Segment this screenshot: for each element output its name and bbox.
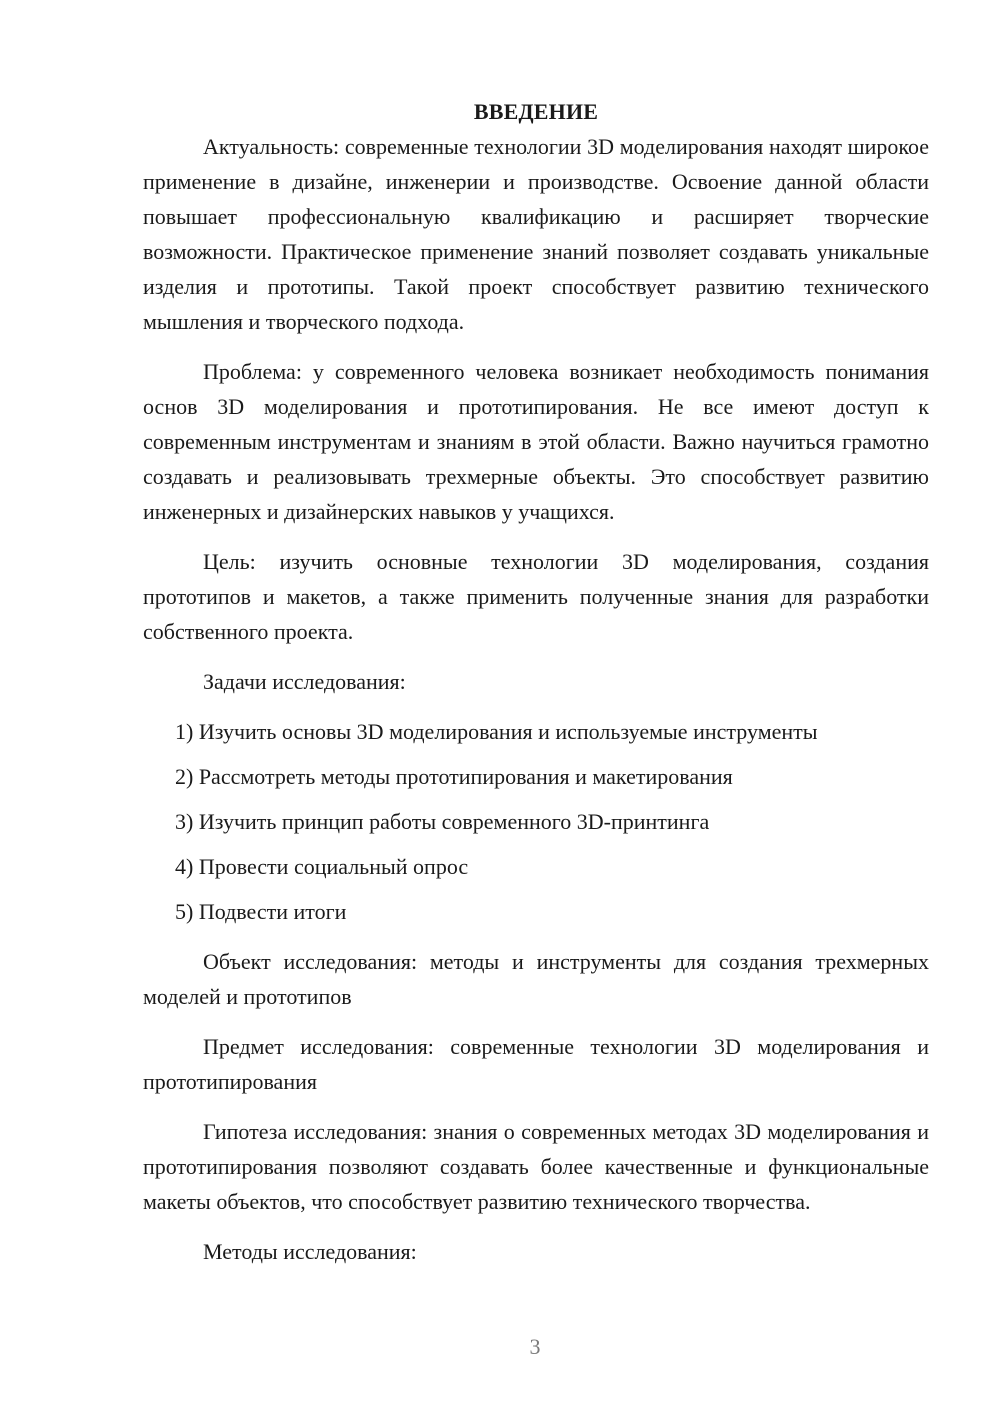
object-paragraph: Объект исследования: методы и инструменты для создания трехмерных моделей и прототипов xyxy=(143,949,929,1009)
page-content xyxy=(143,94,929,1269)
list-item: 5) Подвести итоги xyxy=(175,899,347,924)
list-item: 3) Изучить принцип работы современного 3D-принтинга xyxy=(175,809,710,834)
tasks-list xyxy=(143,714,929,929)
list-item: 1) Изучить основы 3D моделирования и используемые инструменты xyxy=(175,719,818,744)
hypothesis-paragraph: Гипотеза исследования: знания о современных методах 3D моделирования и прототипирования позволяют создавать более качественные и функциональные макеты объектов, что способствует развитию технического творчества. xyxy=(143,1119,929,1214)
problem-paragraph: Проблема: у современного человека возникает необходимость понимания основ 3D моделирования и прототипирования. Не все имеют доступ к современным инструментам и знаниям в этой области. Важно научиться грамотно создавать и реализовывать трехмерные объекты. Это способствует развитию инженерных и дизайнерских навыков у учащихся. xyxy=(143,359,929,524)
page-number: 3 xyxy=(529,1334,541,1359)
list-item: 2) Рассмотреть методы прототипирования и макетирования xyxy=(175,764,733,789)
relevance-paragraph: Актуальность: современные технологии 3D моделирования находят широкое применение в дизайне, инженерии и производстве. Освоение данной области повышает профессиональную квалификацию и расширяет творческие возможности. Практическое применение знаний позволяет создавать уникальные изделия и прототипы. Такой проект способствует развитию технического мышления и творческого подхода. xyxy=(143,134,929,334)
list-item: 4) Провести социальный опрос xyxy=(175,854,469,879)
page-title: ВВЕДЕНИЕ xyxy=(473,99,599,124)
subject-paragraph: Предмет исследования: современные технологии 3D моделирования и прототипирования xyxy=(143,1034,929,1094)
goal-paragraph: Цель: изучить основные технологии 3D моделирования, создания прототипов и макетов, а также применить полученные знания для разработки собственного проекта. xyxy=(143,549,929,644)
methods-heading: Методы исследования: xyxy=(203,1239,417,1264)
tasks-heading: Задачи исследования: xyxy=(203,669,406,694)
